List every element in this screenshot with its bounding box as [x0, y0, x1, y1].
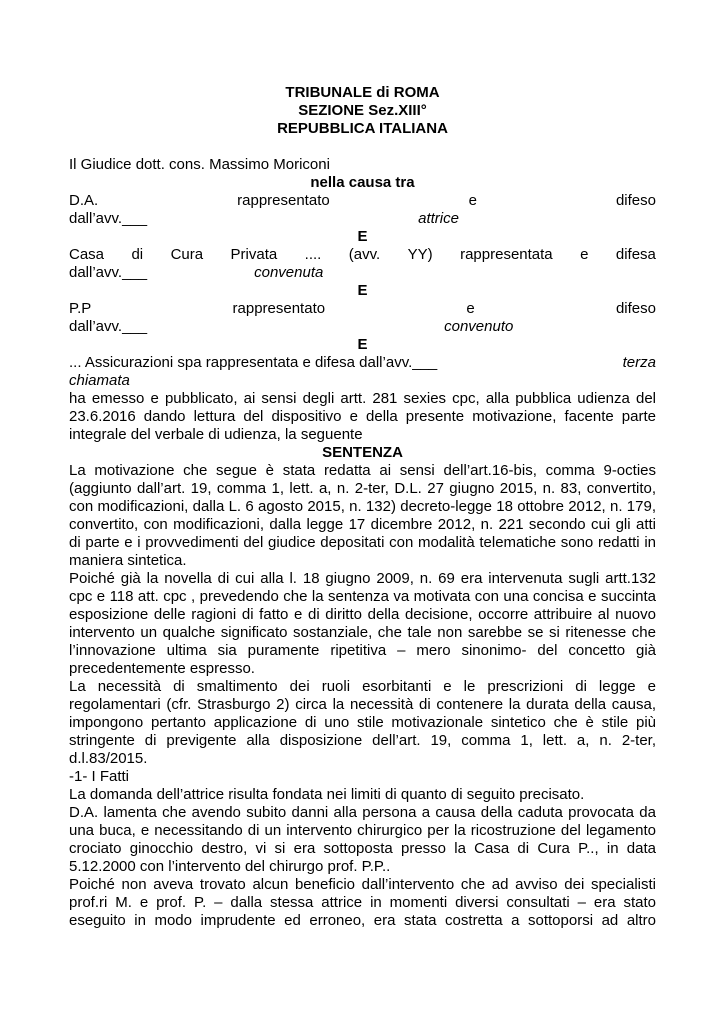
party-2-word: Casa	[69, 246, 105, 263]
party-1-lawyer-line	[69, 210, 656, 228]
document-page	[69, 84, 656, 930]
section-heading-fatti: -1- I Fatti	[69, 768, 130, 785]
party-1-lawyer: dall’avv.___	[69, 210, 148, 227]
party-2-word: Privata	[230, 246, 278, 263]
party-4-role-a: terza	[622, 354, 656, 371]
paragraph-smaltimento: La necessità di smaltimento dei ruoli esorbitanti e le prescrizioni di legge e regolamentari (cfr. Strasburgo 2) circa la necessità di contenere la durata della causa, impongono pertanto applicazione di uno stile motivazionale sintetico che è stile più stringente di previgente alla disposizione dell’art. 19, comma 1, lett. a, n. 2-ter, d.l.83/2015.	[69, 678, 656, 767]
spacer	[69, 138, 656, 156]
paragraph-beneficio: Poiché non aveva trovato alcun beneficio dall’intervento che ad avviso dei specialisti prof.ri M. e prof. P. – dalla stessa attrice in momenti diversi consultati – era stato eseguito in modo imprudente ed erroneo, era stata costretta a sottoporsi ad altro	[69, 876, 656, 929]
party-2-word: (avv.	[348, 246, 381, 263]
judge-line: Il Giudice dott. cons. Massimo Moriconi	[69, 156, 330, 173]
party-2-lawyer: dall’avv.___	[69, 264, 148, 281]
party-1-word: e	[468, 192, 478, 209]
party-4-line	[69, 354, 656, 372]
intro-paragraph: ha emesso e pubblicato, ai sensi degli artt. 281 sexies cpc, alla pubblica udienza del 23.6.2016 dando lettura del dispositivo e della presente motivazione, facente parte integrale del verbale di udienza, la seguente	[69, 390, 656, 443]
party-4-role-b: chiamata	[69, 372, 130, 389]
party-2-word: di	[131, 246, 144, 263]
separator-e: E	[357, 228, 368, 245]
republic-heading: REPUBBLICA ITALIANA	[277, 120, 448, 137]
party-3-line	[69, 300, 656, 318]
party-2-word: ....	[304, 246, 322, 263]
party-3-word: difeso	[615, 300, 656, 317]
party-2-role: convenuta	[254, 264, 324, 281]
party-3-name: P.P	[69, 300, 92, 317]
cause-heading: nella causa tra	[310, 174, 415, 191]
paragraph-motivazione: La motivazione che segue è stata redatta ai sensi dell’art.16-bis, comma 9-octies (aggiunto dall’art. 19, comma 1, lett. a, n. 2-ter, D.L. 27 giugno 2015, n. 83, convertito, con modificazioni, dalla L. 6 agosto 2015, n. 132) decreto-legge 18 ottobre 2012, n. 179, convertito, con modificazioni, dalla legge 17 dicembre 2012, n. 221 secondo cui gli atti di parte e i provvedimenti del giudice depositati con modalità telematiche sono redatti in maniera sintetica.	[69, 462, 656, 569]
court-name: TRIBUNALE di ROMA	[285, 84, 440, 101]
party-3-word: e	[466, 300, 475, 317]
party-2-word: YY)	[407, 246, 433, 263]
paragraph-domanda: La domanda dell’attrice risulta fondata nei limiti di quanto di seguito precisato.	[69, 786, 585, 803]
party-4-text: ... Assicurazioni spa rappresentata e difesa dall’avv.___	[69, 354, 438, 371]
paragraph-lamenta: D.A. lamenta che avendo subito danni alla persona a causa della caduta provocata da una buca, e necessitando di un intervento chirurgico per la ricostruzione del legamento crociato ginocchio destro, vi si era sottoposta presso la Casa di Cura P.., in data 5.12.2000 con l’intervento del chirurgo prof. P.P..	[69, 804, 656, 875]
party-2-line	[69, 246, 656, 264]
party-1-word: difeso	[615, 192, 656, 209]
court-section: SEZIONE Sez.XIII°	[298, 102, 427, 119]
sentenza-heading: SENTENZA	[322, 444, 403, 461]
party-3-lawyer: dall’avv.___	[69, 318, 148, 335]
party-2-word: difesa	[615, 246, 656, 263]
party-1-name: D.A.	[69, 192, 99, 209]
party-2-word: Cura	[170, 246, 204, 263]
party-2-lawyer-line	[69, 264, 656, 282]
party-1-role: attrice	[418, 210, 459, 227]
separator-e: E	[357, 336, 368, 353]
party-3-role: convenuto	[444, 318, 514, 335]
party-1-line	[69, 192, 656, 210]
paragraph-novella: Poiché già la novella di cui alla l. 18 giugno 2009, n. 69 era intervenuta sugli artt.132 cpc e 118 att. cpc , prevedendo che la sentenza va motivata con una concisa e succinta esposizione delle ragioni di fatto e di diritto della decisione, occorre attribuire al nuovo intervento un qualche significato sostanziale, che tale non sarebbe se si ritenesse che l’innovazione ultima sia puramente ripetitiva – mero sinonimo- del concetto già precedentemente espresso.	[69, 570, 656, 677]
party-3-lawyer-line	[69, 318, 656, 336]
party-2-word: e	[580, 246, 589, 263]
separator-e: E	[357, 282, 368, 299]
party-3-word: rappresentato	[232, 300, 326, 317]
party-1-word: rappresentato	[237, 192, 330, 209]
party-2-word: rappresentata	[460, 246, 553, 263]
